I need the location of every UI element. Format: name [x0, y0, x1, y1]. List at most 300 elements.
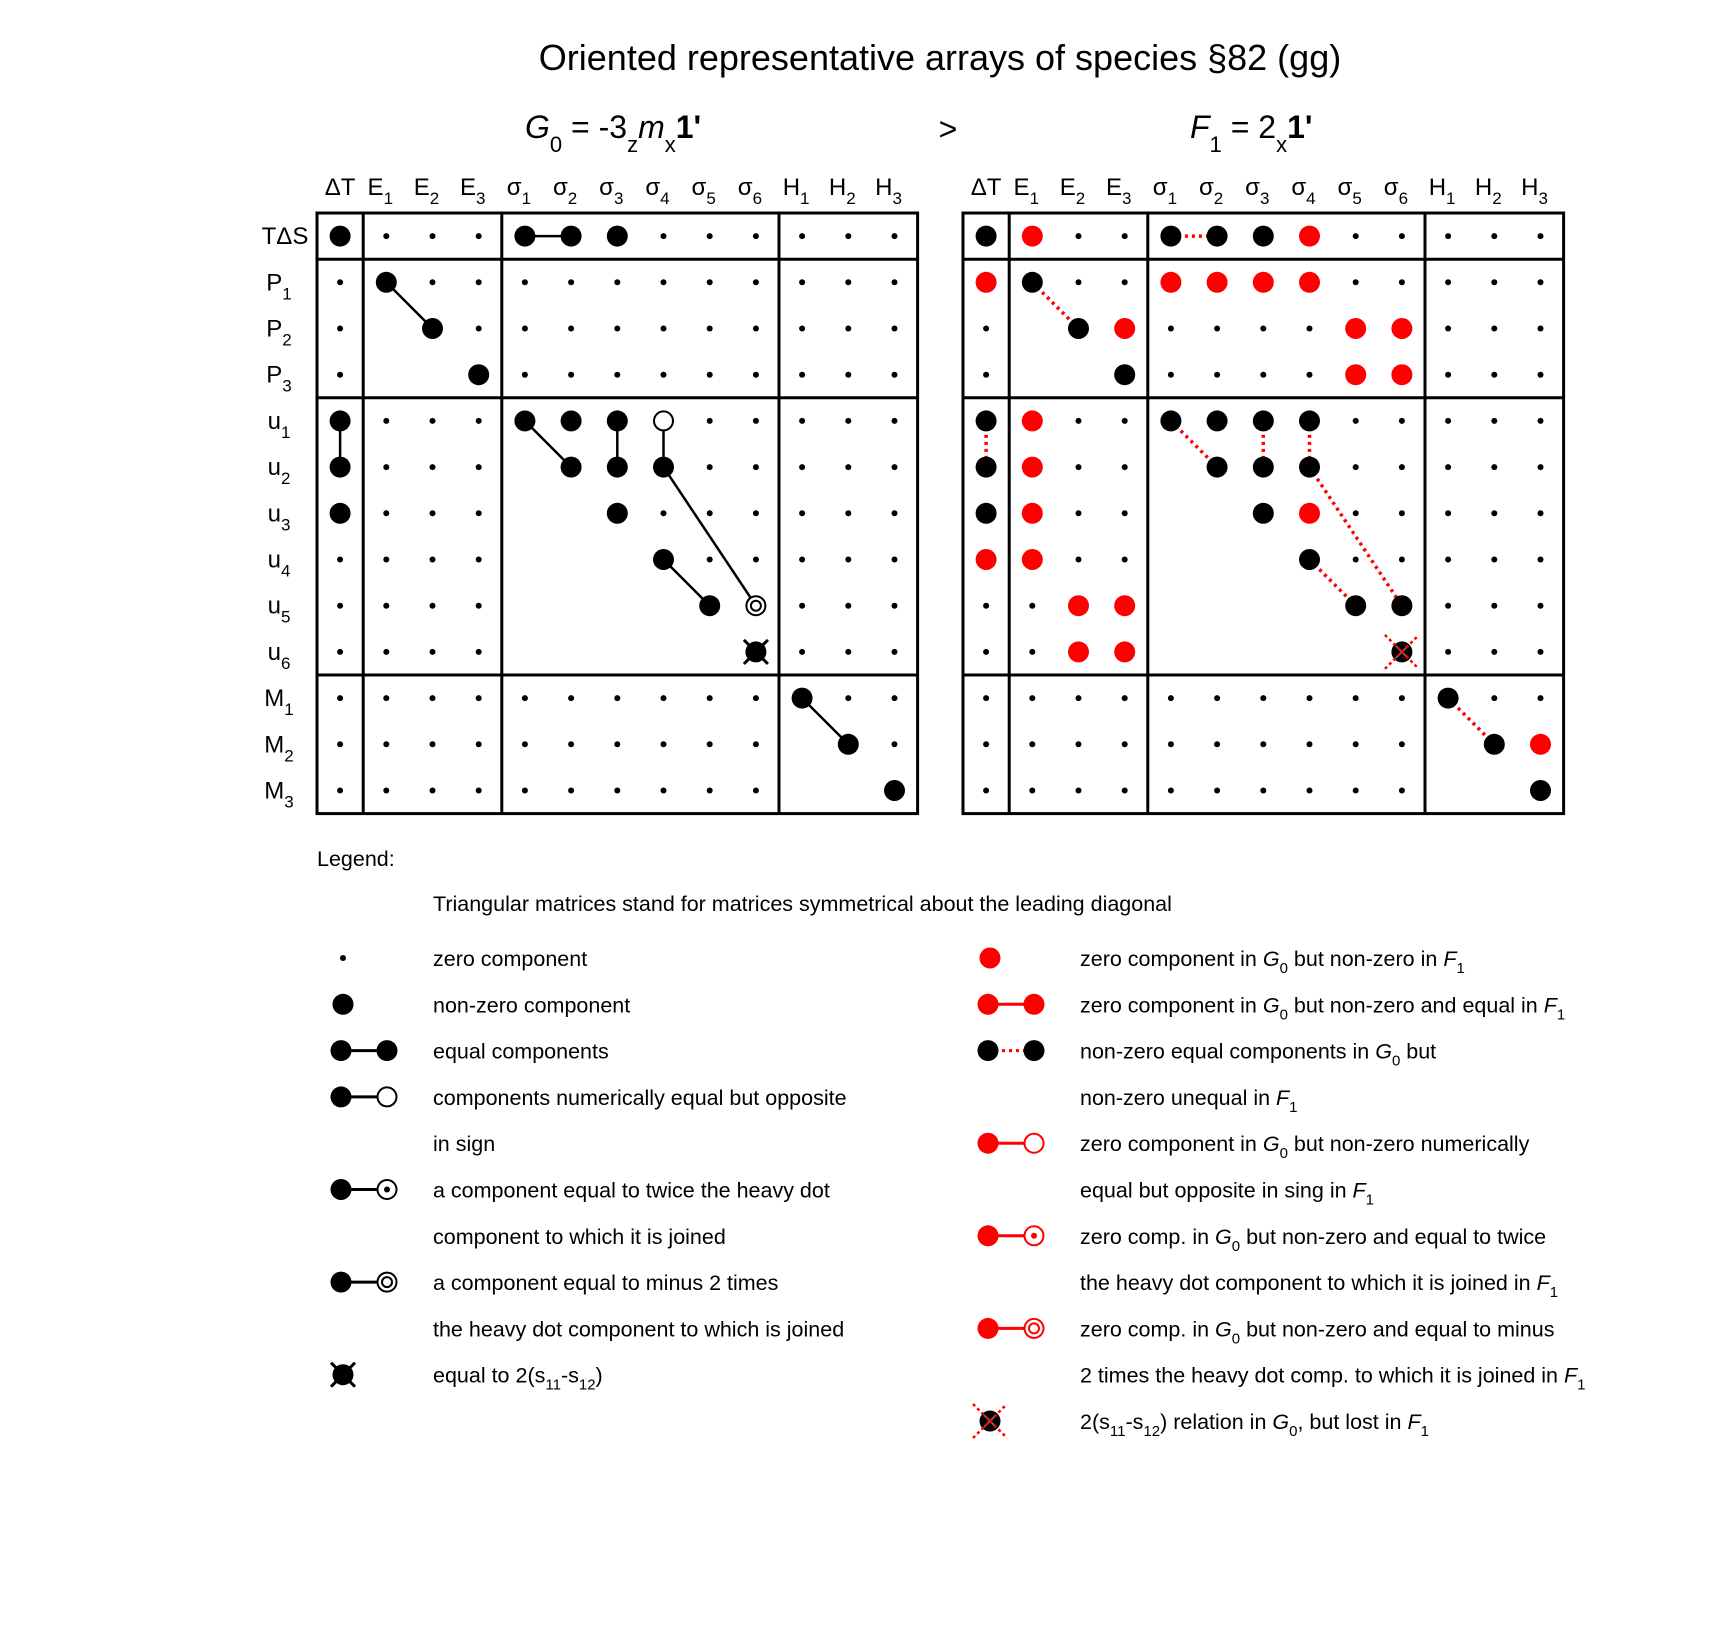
zero-dot [430, 464, 436, 470]
zero-dot [1122, 510, 1128, 516]
right-column-header [1153, 174, 1177, 208]
right-column-header [1429, 174, 1456, 208]
zero-dot [661, 695, 667, 701]
legend-zero-dot [340, 955, 346, 961]
cross-lost-marker [1385, 635, 1419, 669]
legend-text [1080, 947, 1465, 977]
left-row-label [268, 408, 291, 442]
non-zero-dot [607, 226, 628, 247]
label-subscript: 3 [892, 189, 902, 208]
legend-entry [331, 1271, 845, 1341]
zero-dot [476, 326, 482, 332]
non-zero-dot [422, 318, 443, 339]
zero-dot [383, 418, 389, 424]
legend-italic: G [1375, 1039, 1392, 1064]
label-main: H [1428, 174, 1447, 201]
group-subscript: 0 [549, 132, 563, 157]
right-column-header [1475, 174, 1502, 208]
new-non-zero-dot [1207, 272, 1228, 293]
zero-dot [1353, 464, 1359, 470]
label-main: E [1013, 174, 1030, 201]
non-zero-dot [1160, 226, 1181, 247]
legend-subscript: 11 [545, 1376, 561, 1394]
zero-dot [1307, 741, 1313, 747]
non-zero-dot [1299, 457, 1320, 478]
legend-text-run: ) relation in [1160, 1410, 1273, 1434]
zero-dot [799, 557, 805, 563]
zero-dot [1122, 233, 1128, 239]
zero-dot [799, 418, 805, 424]
right-column-header [1338, 174, 1362, 208]
legend-entry [980, 947, 1465, 977]
label-subscript: 3 [1121, 189, 1132, 208]
non-zero-dot [792, 688, 813, 709]
zero-dot [430, 557, 436, 563]
non-zero-dot [330, 410, 351, 431]
legend-red-ring-center [1031, 1233, 1037, 1239]
legend-italic: G [1272, 1410, 1290, 1434]
non-zero-dot [1022, 272, 1043, 293]
left-row-label [266, 362, 291, 396]
zero-dot [1538, 649, 1544, 655]
legend-subscript: 0 [1279, 960, 1288, 977]
zero-dot [707, 741, 713, 747]
label-main: P [266, 315, 283, 343]
left-column-header [460, 174, 485, 208]
zero-dot [753, 741, 759, 747]
right-column-header [1245, 174, 1269, 208]
zero-dot [1399, 510, 1405, 516]
left-group-heading [525, 109, 701, 157]
zero-dot [614, 741, 620, 747]
zero-dot [1491, 649, 1497, 655]
zero-dot [845, 372, 851, 378]
zero-dot [614, 279, 620, 285]
zero-dot [845, 649, 851, 655]
zero-dot [337, 788, 343, 794]
legend-text [1080, 1086, 1298, 1116]
legend-text-run: -s [1125, 1410, 1144, 1434]
legend-text [433, 1179, 830, 1203]
label-main: E [413, 174, 430, 201]
right-column-header [1060, 174, 1085, 208]
zero-dot [1076, 464, 1082, 470]
zero-dot [1260, 741, 1266, 747]
non-zero-dot [1299, 549, 1320, 570]
zero-dot [568, 788, 574, 794]
label-subscript: 1 [800, 189, 810, 208]
zero-dot [522, 279, 528, 285]
left-column-header [829, 174, 856, 208]
zero-dot [1491, 557, 1497, 563]
left-column-header [368, 174, 393, 208]
label-main: u [267, 407, 281, 435]
zero-dot [1122, 788, 1128, 794]
new-non-zero-dot [1114, 318, 1135, 339]
zero-dot [1445, 233, 1451, 239]
right-group-formula [1190, 109, 1312, 157]
zero-dot [1168, 788, 1174, 794]
non-zero-dot [468, 364, 489, 385]
non-zero-dot [653, 549, 674, 570]
cross-marker [744, 640, 768, 664]
zero-dot [1122, 279, 1128, 285]
zero-dot [614, 788, 620, 794]
double-ring-marker [746, 596, 765, 615]
legend-text-run: equal but opposite in sing in [1080, 1178, 1353, 1203]
non-zero-dot [976, 226, 997, 247]
zero-dot [1538, 233, 1544, 239]
zero-dot [430, 741, 436, 747]
zero-dot [522, 741, 528, 747]
zero-dot [1491, 233, 1497, 239]
label-subscript: 3 [1259, 189, 1270, 208]
non-zero-dot [978, 1040, 999, 1061]
legend-subscript: 0 [1231, 1330, 1241, 1348]
legend-text [433, 1364, 603, 1394]
zero-dot [1491, 510, 1497, 516]
zero-dot [522, 788, 528, 794]
zero-dot [568, 741, 574, 747]
legend-text-run: but non-zero and equal to minus [1240, 1317, 1555, 1342]
new-non-zero-dot [1114, 641, 1135, 662]
non-zero-dot [1114, 364, 1135, 385]
legend-text [433, 1086, 847, 1110]
zero-dot [983, 741, 989, 747]
legend-italic: F [1276, 1085, 1290, 1110]
zero-dot [1076, 279, 1082, 285]
zero-dot [476, 464, 482, 470]
new-non-zero-dot [976, 549, 997, 570]
legend-text [1080, 1410, 1429, 1440]
zero-dot [337, 279, 343, 285]
zero-dot [892, 741, 898, 747]
zero-dot [1307, 788, 1313, 794]
zero-dot [476, 557, 482, 563]
legend-text-run: but non-zero and equal to twice [1240, 1224, 1547, 1249]
zero-dot [1029, 649, 1035, 655]
label-subscript: 2 [280, 469, 291, 489]
zero-dot [892, 557, 898, 563]
label-subscript: 3 [613, 189, 624, 208]
label-main: σ [1383, 174, 1399, 201]
zero-dot [661, 741, 667, 747]
zero-dot [661, 510, 667, 516]
non-zero-dot [653, 457, 674, 478]
label-main: u [267, 454, 281, 482]
zero-dot [1445, 649, 1451, 655]
label-subscript: 2 [1213, 189, 1224, 208]
zero-dot [892, 603, 898, 609]
right-array [963, 174, 1564, 814]
non-zero-dot [330, 457, 351, 478]
double-ring-inner [751, 601, 761, 611]
zero-dot [1168, 741, 1174, 747]
zero-dot [799, 603, 805, 609]
zero-dot [614, 372, 620, 378]
zero-dot [476, 695, 482, 701]
legend-entry [978, 1225, 1559, 1301]
legend-subscript: 0 [1279, 1006, 1288, 1024]
zero-dot [1538, 557, 1544, 563]
legend-red-dot [980, 948, 1001, 969]
non-zero-dot [330, 503, 351, 524]
legend-text [1080, 1225, 1546, 1255]
zero-dot [1399, 788, 1405, 794]
legend-italic: F [1543, 993, 1557, 1018]
non-zero-dot [561, 226, 582, 247]
legend-text-run: , but lost in [1297, 1410, 1408, 1434]
legend-italic: F [1443, 947, 1457, 971]
label-subscript: 6 [752, 189, 763, 208]
zero-dot [476, 649, 482, 655]
zero-dot [661, 279, 667, 285]
legend-text-run: -s [560, 1363, 579, 1388]
zero-dot [845, 510, 851, 516]
non-zero-dot [1253, 410, 1274, 431]
zero-dot [845, 695, 851, 701]
legend-text-run: the heavy dot component to which is joined [433, 1317, 845, 1342]
non-zero-dot [884, 780, 905, 801]
zero-dot [707, 326, 713, 332]
right-column-header [1014, 174, 1039, 208]
zero-dot [753, 418, 759, 424]
zero-dot [753, 326, 759, 332]
zero-dot [1399, 741, 1405, 747]
zero-dot [1399, 464, 1405, 470]
legend-entry [978, 1040, 1437, 1116]
zero-dot [1353, 695, 1359, 701]
zero-dot [892, 279, 898, 285]
legend-text [1080, 1179, 1374, 1209]
legend-text-run: equal components [433, 1039, 609, 1064]
legend-italic: G [1262, 1132, 1280, 1157]
legend-entry [331, 1363, 603, 1394]
new-non-zero-dot [1530, 734, 1551, 755]
legend-cross-lost-marker [973, 1404, 1007, 1438]
zero-dot [430, 418, 436, 424]
label-main: E [1105, 174, 1122, 201]
zero-dot [892, 649, 898, 655]
group-equals: = -3 [562, 109, 628, 145]
left-link [664, 467, 756, 606]
legend-text-run: component to which it is joined [433, 1224, 726, 1249]
zero-dot [383, 464, 389, 470]
zero-dot [1445, 557, 1451, 563]
zero-dot [476, 788, 482, 794]
non-zero-dot [561, 410, 582, 431]
label-subscript: 1 [282, 284, 292, 304]
group-subscript: 1 [1209, 132, 1222, 157]
label-main: σ [599, 174, 614, 201]
non-zero-dot [978, 1318, 999, 1339]
non-zero-dot [1068, 318, 1089, 339]
non-zero-dot [976, 410, 997, 431]
double-ring-marker [378, 1273, 397, 1292]
zero-dot [661, 372, 667, 378]
zero-dot [983, 326, 989, 332]
legend-red-ring-inner [1029, 1323, 1039, 1333]
left-row-label [264, 685, 293, 719]
zero-dot [753, 279, 759, 285]
non-zero-dot [1207, 457, 1228, 478]
label-subscript: 1 [280, 422, 291, 442]
zero-dot [707, 464, 713, 470]
zero-dot [753, 510, 759, 516]
zero-dot [337, 557, 343, 563]
legend-heading: Legend: [317, 847, 395, 871]
new-non-zero-dot [1068, 641, 1089, 662]
zero-dot [1491, 695, 1497, 701]
zero-dot [1445, 326, 1451, 332]
zero-dot [568, 279, 574, 285]
left-array [262, 174, 918, 814]
zero-dot [892, 695, 898, 701]
non-zero-dot [1345, 595, 1366, 616]
legend-entry [978, 993, 1566, 1023]
legend-text-run: non-zero unequal in [1080, 1085, 1277, 1110]
right-column-header [1521, 174, 1548, 208]
legend-text [1080, 1317, 1554, 1347]
label-subscript: 4 [660, 189, 670, 208]
zero-dot [707, 695, 713, 701]
zero-dot [430, 695, 436, 701]
zero-dot [799, 326, 805, 332]
non-zero-dot [607, 410, 628, 431]
left-row-label [268, 454, 291, 488]
legend-subscript: 0 [1279, 1145, 1288, 1163]
group-m: m [638, 109, 665, 145]
new-non-zero-dot [1253, 272, 1274, 293]
label-subscript: 3 [475, 189, 486, 208]
zero-dot [1491, 418, 1497, 424]
zero-dot [707, 279, 713, 285]
zero-dot [707, 418, 713, 424]
zero-dot [1538, 603, 1544, 609]
zero-dot [892, 464, 898, 470]
legend-subscript: 1 [1577, 1376, 1586, 1394]
zero-dot [614, 695, 620, 701]
label-main: P [266, 361, 283, 389]
label-main: σ [691, 174, 707, 201]
legend-italic: F [1352, 1178, 1366, 1203]
non-zero-dot [330, 226, 351, 247]
new-non-zero-dot [1391, 364, 1412, 385]
non-zero-dot [376, 272, 397, 293]
non-zero-dot [1253, 503, 1274, 524]
label-subscript: 6 [1398, 189, 1409, 208]
new-non-zero-dot [1299, 272, 1320, 293]
label-subscript: 2 [284, 746, 294, 766]
legend-italic: G [1262, 947, 1280, 971]
zero-dot [707, 372, 713, 378]
non-zero-dot [838, 734, 859, 755]
label-main: H [782, 174, 801, 201]
label-main: H [875, 174, 893, 201]
legend-subscript: 1 [1456, 960, 1465, 977]
legend-non-zero-dot [333, 994, 354, 1015]
legend-text [433, 1317, 844, 1341]
label-subscript: 6 [280, 653, 291, 673]
non-zero-dot [976, 503, 997, 524]
zero-dot [1491, 464, 1497, 470]
zero-dot [1122, 557, 1128, 563]
legend-cross-marker [331, 1363, 355, 1387]
legend-subscript: 12 [578, 1376, 596, 1394]
label-subscript: 1 [284, 700, 294, 720]
zero-dot [522, 326, 528, 332]
zero-dot [1445, 279, 1451, 285]
zero-dot [1538, 464, 1544, 470]
new-non-zero-dot [1068, 595, 1089, 616]
label-subscript: 5 [280, 607, 291, 627]
label-subscript: 2 [1492, 189, 1502, 208]
label-subscript: 3 [1538, 189, 1548, 208]
label-main: σ [645, 174, 661, 201]
zero-dot [1029, 741, 1035, 747]
label-subscript: 2 [846, 189, 856, 208]
zero-dot [1399, 695, 1405, 701]
dot-ring-marker [378, 1180, 397, 1199]
legend-text [433, 947, 587, 971]
zero-dot [1353, 741, 1359, 747]
zero-dot [1214, 695, 1220, 701]
zero-dot [383, 695, 389, 701]
label-main: ΔT [324, 174, 356, 201]
legend-text [433, 993, 630, 1017]
zero-dot [1491, 372, 1497, 378]
new-non-zero-dot [1022, 503, 1043, 524]
right-column-header [1291, 174, 1315, 208]
zero-dot [753, 464, 759, 470]
zero-dot [1168, 695, 1174, 701]
new-non-zero-dot [976, 272, 997, 293]
zero-dot [337, 649, 343, 655]
zero-dot [799, 510, 805, 516]
legend-text [433, 1040, 609, 1064]
non-zero-dot [1253, 226, 1274, 247]
zero-dot [383, 603, 389, 609]
non-zero-dot [978, 994, 999, 1015]
non-zero-dot [1299, 410, 1320, 431]
zero-dot [383, 649, 389, 655]
legend-italic: G [1262, 993, 1280, 1018]
zero-dot [1214, 788, 1220, 794]
new-non-zero-dot [1299, 503, 1320, 524]
label-subscript: 3 [284, 792, 294, 812]
left-row-label [268, 500, 291, 534]
new-non-zero-dot [1022, 410, 1043, 431]
left-column-header [414, 174, 439, 208]
zero-dot [661, 233, 667, 239]
zero-dot [568, 372, 574, 378]
zero-dot [1168, 326, 1174, 332]
zero-dot [845, 557, 851, 563]
right-column-header [971, 174, 1002, 201]
label-main: TΔS [261, 223, 309, 251]
zero-dot [476, 741, 482, 747]
legend-subscript: 1 [1289, 1098, 1298, 1116]
legend-text [1080, 1271, 1558, 1301]
legend-subscript: 0 [1231, 1237, 1241, 1255]
group-symbol: G [525, 109, 550, 145]
zero-dot [1399, 418, 1405, 424]
zero-dot [1491, 326, 1497, 332]
zero-dot [1538, 372, 1544, 378]
zero-dot [1076, 233, 1082, 239]
legend-italic: F [1564, 1363, 1578, 1388]
zero-dot [1307, 372, 1313, 378]
